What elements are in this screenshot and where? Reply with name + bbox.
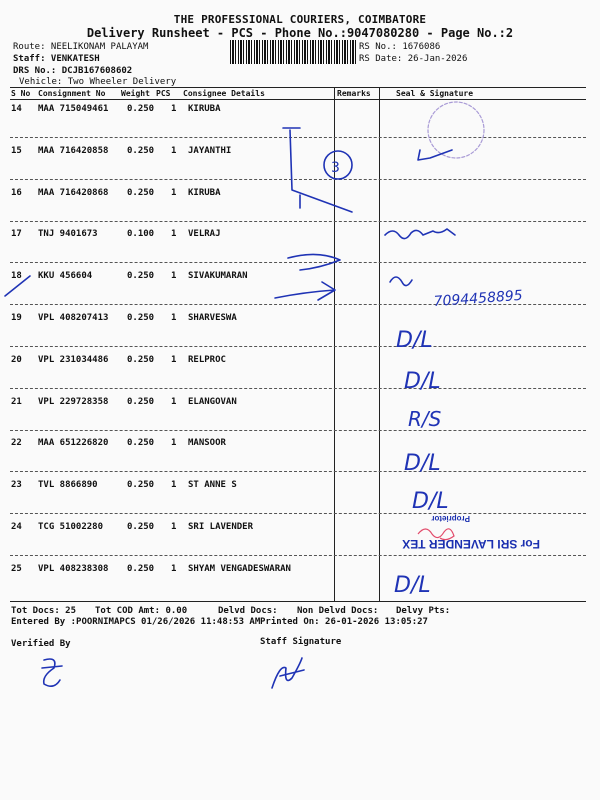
- row-weight: 0.250: [127, 396, 155, 407]
- row-weight: 0.250: [127, 271, 155, 282]
- row-weight: 0.250: [127, 522, 155, 532]
- col-sno: S No: [11, 89, 31, 98]
- row-consignment: MAA 716420858: [38, 145, 109, 156]
- row-weight: 0.250: [127, 187, 155, 198]
- row-consignment: MAA 651226820: [38, 438, 109, 449]
- row-pcs: 1: [171, 438, 177, 449]
- circle-number: 3: [331, 160, 340, 176]
- row-pcs: 1: [171, 563, 177, 574]
- row-weight: 0.250: [127, 438, 155, 449]
- runsheet-subtitle: Delivery Runsheet - PCS - Phone No.:9047080280 - Page No.:2: [86, 26, 514, 40]
- signature-row17-icon: [385, 229, 455, 239]
- faded-stamp-icon: [428, 102, 484, 158]
- row-pcs: 1: [171, 271, 177, 282]
- row-consignment: TCG 51002280: [38, 522, 104, 532]
- row-consignment: TVL 8866890: [38, 480, 98, 491]
- rs-date: RS Date: 26-Jan-2026: [359, 54, 468, 64]
- route-label: Route: NEELIKONAM PALAYAM: [13, 42, 149, 52]
- tot-docs: Tot Docs: 25: [11, 606, 77, 616]
- row-weight: 0.250: [127, 145, 155, 156]
- staff-signature-icon: [272, 658, 304, 688]
- check-mark-icon: [5, 276, 30, 296]
- row-pcs: 1: [171, 313, 177, 323]
- printed-on: Printed On: 26-01-2026 13:05:27: [260, 617, 428, 627]
- row-consignment: KKU 456604: [38, 271, 93, 282]
- row-sno: 18: [11, 271, 22, 282]
- dl-row19: D/L: [396, 328, 433, 353]
- dl-row23: D/L: [412, 489, 449, 514]
- row-consignee: SHARVESWA: [188, 313, 237, 323]
- tot-cod: Tot COD Amt: 0.00: [95, 606, 188, 616]
- company-title: THE PROFESSIONAL COURIERS, COIMBATORE: [173, 13, 427, 26]
- row-sno: 22: [11, 438, 22, 449]
- row-consignment: VPL 408207413: [38, 313, 109, 323]
- row-sno: 24: [11, 522, 22, 532]
- row-pcs: 1: [171, 187, 177, 198]
- row-weight: 0.250: [127, 104, 155, 114]
- row-weight: 0.250: [127, 480, 155, 491]
- signature-row18-icon: [390, 277, 412, 286]
- row-consignee: VELRAJ: [188, 229, 221, 240]
- row-pcs: 1: [171, 522, 177, 532]
- rs-row21: R/S: [408, 407, 442, 431]
- row-weight: 0.250: [127, 354, 155, 365]
- dl-row22: D/L: [404, 451, 441, 476]
- row-pcs: 1: [171, 480, 177, 491]
- rs-number: RS No.: 1676086: [359, 42, 441, 52]
- dl-row20: D/L: [404, 369, 441, 394]
- row-sno: 25: [11, 563, 22, 574]
- col-consignee: Consignee Details: [183, 89, 265, 98]
- row-consignee: KIRUBA: [188, 104, 221, 114]
- row-pcs: 1: [171, 104, 177, 114]
- signature-row15-icon: [418, 150, 452, 160]
- row-sno: 23: [11, 480, 22, 491]
- row-consignee: MANSOOR: [188, 438, 226, 449]
- col-pcs: PCS: [156, 89, 171, 98]
- staff-signature-label: Staff Signature: [260, 637, 342, 647]
- col-remarks: Remarks: [337, 89, 371, 98]
- row-consignee: SRI LAVENDER: [188, 522, 254, 532]
- row-sno: 14: [11, 104, 22, 114]
- col-consignment: Consignment No: [38, 89, 106, 98]
- row-consignee: ELANGOVAN: [188, 396, 237, 407]
- handwritten-phone: 7094458895: [433, 287, 524, 310]
- row-weight: 0.100: [127, 229, 155, 240]
- row-sno: 16: [11, 187, 22, 198]
- bracket-mark-icon: [283, 128, 352, 212]
- row-consignee: JAYANTHI: [188, 145, 232, 156]
- row-consignee: KIRUBA: [188, 187, 221, 198]
- delvd-docs: Delvd Docs:: [218, 606, 278, 616]
- row-consignment: TNJ 9401673: [38, 229, 98, 240]
- row-pcs: 1: [171, 354, 177, 365]
- dl-row25: D/L: [394, 573, 431, 598]
- row-sno: 15: [11, 145, 22, 156]
- stamp-proprietor: Proprietor: [431, 514, 470, 523]
- staff-label: Staff: VENKATESH: [13, 54, 100, 64]
- row-pcs: 1: [171, 145, 177, 156]
- row-weight: 0.250: [127, 313, 155, 323]
- row-consignee: SHYAM VENGADESWARAN: [188, 563, 291, 574]
- row-consignee: ST ANNE S: [188, 480, 237, 491]
- row-consignment: MAA 715049461: [38, 104, 109, 114]
- row-sno: 19: [11, 313, 22, 323]
- delvy-pts: Delvy Pts:: [396, 606, 451, 616]
- row-consignment: VPL 408238308: [38, 563, 109, 574]
- arrow-mark-icon: [288, 254, 340, 270]
- row-consignment: VPL 229728358: [38, 396, 109, 407]
- col-weight: Weight: [121, 89, 150, 98]
- verified-by-label: Verified By: [11, 639, 71, 649]
- row-sno: 20: [11, 354, 22, 365]
- company-stamp-text: For SRI LAVENDER TEX: [402, 537, 540, 551]
- drs-number: DRS No.: DCJB167608602: [13, 66, 133, 76]
- row-consignee: SIVAKUMARAN: [188, 271, 248, 282]
- row-pcs: 1: [171, 229, 177, 240]
- non-delvd-docs: Non Delvd Docs:: [297, 606, 379, 616]
- col-seal: Seal & Signature: [396, 89, 474, 98]
- arrow-mark-icon: [275, 282, 335, 300]
- entered-by: Entered By :POORNIMAPCS 01/26/2026 11:48:53 AM: [11, 617, 261, 627]
- row-pcs: 1: [171, 396, 177, 407]
- row-sno: 17: [11, 229, 22, 240]
- verified-signature-icon: [42, 659, 62, 686]
- row-sno: 21: [11, 396, 22, 407]
- row-consignment: MAA 716420868: [38, 187, 109, 198]
- vehicle-label: Vehicle: Two Wheeler Delivery: [19, 77, 177, 87]
- row-weight: 0.250: [127, 563, 155, 574]
- row-consignee: RELPROC: [188, 354, 226, 365]
- row-consignment: VPL 231034486: [38, 354, 109, 365]
